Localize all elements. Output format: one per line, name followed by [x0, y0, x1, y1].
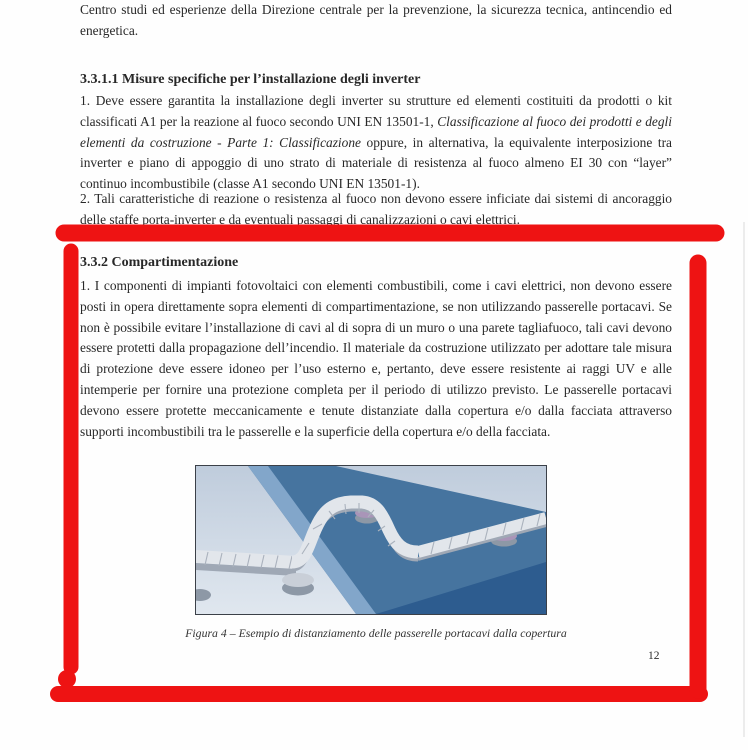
page-number: 12	[648, 650, 660, 662]
figure-caption: Figura 4 – Esempio di distanziamento delle passerelle portacavi dalla copertura	[185, 626, 567, 640]
section-heading-332: 3.3.2 Compartimentazione	[80, 255, 239, 270]
paragraph-intro-tail	[80, 0, 672, 42]
paragraph-text: 1. Deve essere garantita la installazione degli inverter su strutture ed elementi costituiti da prodotti o kit classificati A1 per la reazione al fuoco secondo UNI EN 13501-1,	[80, 93, 672, 129]
red-annotation-corner-blob	[58, 670, 76, 688]
paragraph-3311-2: 2. Tali caratteristiche di reazione o resistenza al fuoco non devono essere inficiate dai sistemi di ancoraggio delle staffe porta-inverter e da eventuali passaggi di canalizzazioni o cavi elettrici.	[80, 191, 672, 227]
section-heading-3311: 3.3.1.1 Misure specifiche per l’installazione degli inverter	[80, 72, 421, 87]
page-edge-line	[743, 222, 745, 737]
figure-4-illustration	[195, 465, 547, 615]
paragraph-332-1: 1. I componenti di impianti fotovoltaici con elementi combustibili, come i cavi elettrici, non devono essere posti in opera direttamente sopra elementi di compartimentazione, se non utilizzando passerelle portacavi. Se non è possibile evitare l’installazione di cavi al di sopra di un muro o una parete tagliafuoco, tali cavi devono essere protetti dalla propagazione dell’incendio. Il materiale da costruzione utilizzato per adottare tale misura di protezione deve essere idoneo per l’uso esterno e, pertanto, deve essere resistente ai raggi UV e alle intemperie per fornire una protezione completa per il periodo di utilizzo previsto. Le passerelle portacavi devono essere protette meccanicamente e tenute distanziate dalla copertura e/o dalla facciata attraverso supporti incombustibili tra le passerelle e la superficie della copertura e/o della facciata.	[80, 278, 672, 439]
paragraph-text: Centro studi ed esperienze della Direzione centrale per la prevenzione, la sicurezza tecnica, antincendio ed energetica.	[80, 2, 672, 38]
paragraph-text-italic: Classificazione al fuoco dei prodotti e degli elementi da costruzione - Parte 1: Classificazione	[80, 113, 672, 150]
support-puck-icon	[282, 573, 314, 587]
paragraph-3311-1	[80, 91, 672, 195]
cable-tray-spacing-drawing	[196, 466, 546, 614]
paragraph-text: oppure, in alternativa, la equivalente interposizione tra inverter e piano di appoggio di uno strato di materiale di resistenza al fuoco almeno EI 30 con “layer” continuo incombustibile (classe A1 secondo UNI EN 13501-1).	[80, 134, 672, 192]
